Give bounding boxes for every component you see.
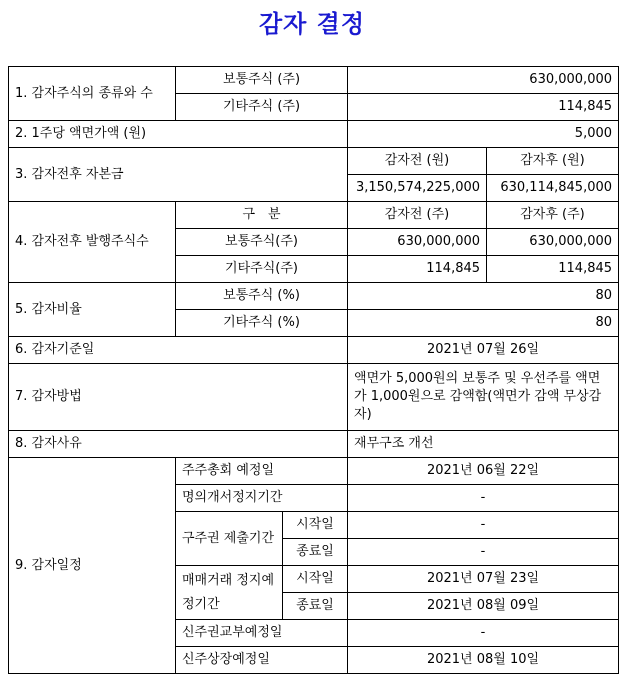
certificate-start-value: - <box>348 512 619 539</box>
capital-before-value: 3,150,574,225,000 <box>348 175 487 202</box>
common-shares-after: 630,000,000 <box>487 229 619 256</box>
row-label-par-value: 2. 1주당 액면가액 (원) <box>9 121 348 148</box>
common-shares-value: 630,000,000 <box>348 67 619 94</box>
other-shares-label: 기타주식 (주) <box>176 94 348 121</box>
certificate-start-label: 시작일 <box>283 512 348 539</box>
other-ratio-label: 기타주식 (%) <box>176 310 348 337</box>
common-shares-before: 630,000,000 <box>348 229 487 256</box>
table-row <box>9 202 619 229</box>
method-value: 액면가 5,000원의 보통주 및 우선주를 액면가 1,000원으로 감액함(액면가 감액 무상감자) <box>348 364 619 431</box>
shares-after-header: 감자후 (주) <box>487 202 619 229</box>
row-label-capital: 3. 감자전후 자본금 <box>9 148 348 202</box>
row-label-issued-shares: 4. 감자전후 발행주식수 <box>9 202 176 283</box>
certificate-end-label: 종료일 <box>283 539 348 566</box>
meeting-date-value: 2021년 06월 22일 <box>348 458 619 485</box>
row-label-schedule: 9. 감자일정 <box>9 458 176 674</box>
other-shares-value: 114,845 <box>348 94 619 121</box>
common-shares-label: 보통주식 (주) <box>176 67 348 94</box>
other-ratio-value: 80 <box>348 310 619 337</box>
shares-before-header: 감자전 (주) <box>348 202 487 229</box>
trading-halt-end-value: 2021년 08월 09일 <box>348 593 619 620</box>
other-shares-after: 114,845 <box>487 256 619 283</box>
certificate-period-label: 구주권 제출기간 <box>176 512 283 566</box>
closure-period-label: 명의개서정지기간 <box>176 485 348 512</box>
common-shares-label: 보통주식(주) <box>176 229 348 256</box>
table-row <box>9 67 619 94</box>
table-row <box>9 431 619 458</box>
certificate-end-value: - <box>348 539 619 566</box>
capital-after-header: 감자후 (원) <box>487 148 619 175</box>
page-title: 감자 결정 <box>258 9 366 38</box>
trading-halt-end-label: 종료일 <box>283 593 348 620</box>
delivery-date-label: 신주권교부예정일 <box>176 620 348 647</box>
par-value: 5,000 <box>348 121 619 148</box>
listing-date-value: 2021년 08월 10일 <box>348 647 619 674</box>
other-shares-before: 114,845 <box>348 256 487 283</box>
table-row <box>9 283 619 310</box>
other-shares-label: 기타주식(주) <box>176 256 348 283</box>
division-header: 구 분 <box>176 202 348 229</box>
table-row <box>9 364 619 431</box>
row-label-record-date: 6. 감자기준일 <box>9 337 348 364</box>
trading-halt-start-label: 시작일 <box>283 566 348 593</box>
table-row <box>9 121 619 148</box>
table-row <box>9 458 619 485</box>
capital-reduction-table <box>8 66 619 674</box>
capital-after-value: 630,114,845,000 <box>487 175 619 202</box>
closure-period-value: - <box>348 485 619 512</box>
listing-date-label: 신주상장예정일 <box>176 647 348 674</box>
row-label-ratio: 5. 감자비율 <box>9 283 176 337</box>
reason-value: 재무구조 개선 <box>348 431 619 458</box>
trading-halt-start-value: 2021년 07월 23일 <box>348 566 619 593</box>
table-row <box>9 148 619 175</box>
trading-halt-label: 매매거래 정지예정기간 <box>176 566 283 620</box>
capital-before-header: 감자전 (원) <box>348 148 487 175</box>
row-label-reduction-shares: 1. 감자주식의 종류와 수 <box>9 67 176 121</box>
record-date-value: 2021년 07월 26일 <box>348 337 619 364</box>
meeting-date-label: 주주총회 예정일 <box>176 458 348 485</box>
common-ratio-label: 보통주식 (%) <box>176 283 348 310</box>
row-label-reason: 8. 감자사유 <box>9 431 348 458</box>
row-label-method: 7. 감자방법 <box>9 364 348 431</box>
delivery-date-value: - <box>348 620 619 647</box>
common-ratio-value: 80 <box>348 283 619 310</box>
table-row <box>9 337 619 364</box>
